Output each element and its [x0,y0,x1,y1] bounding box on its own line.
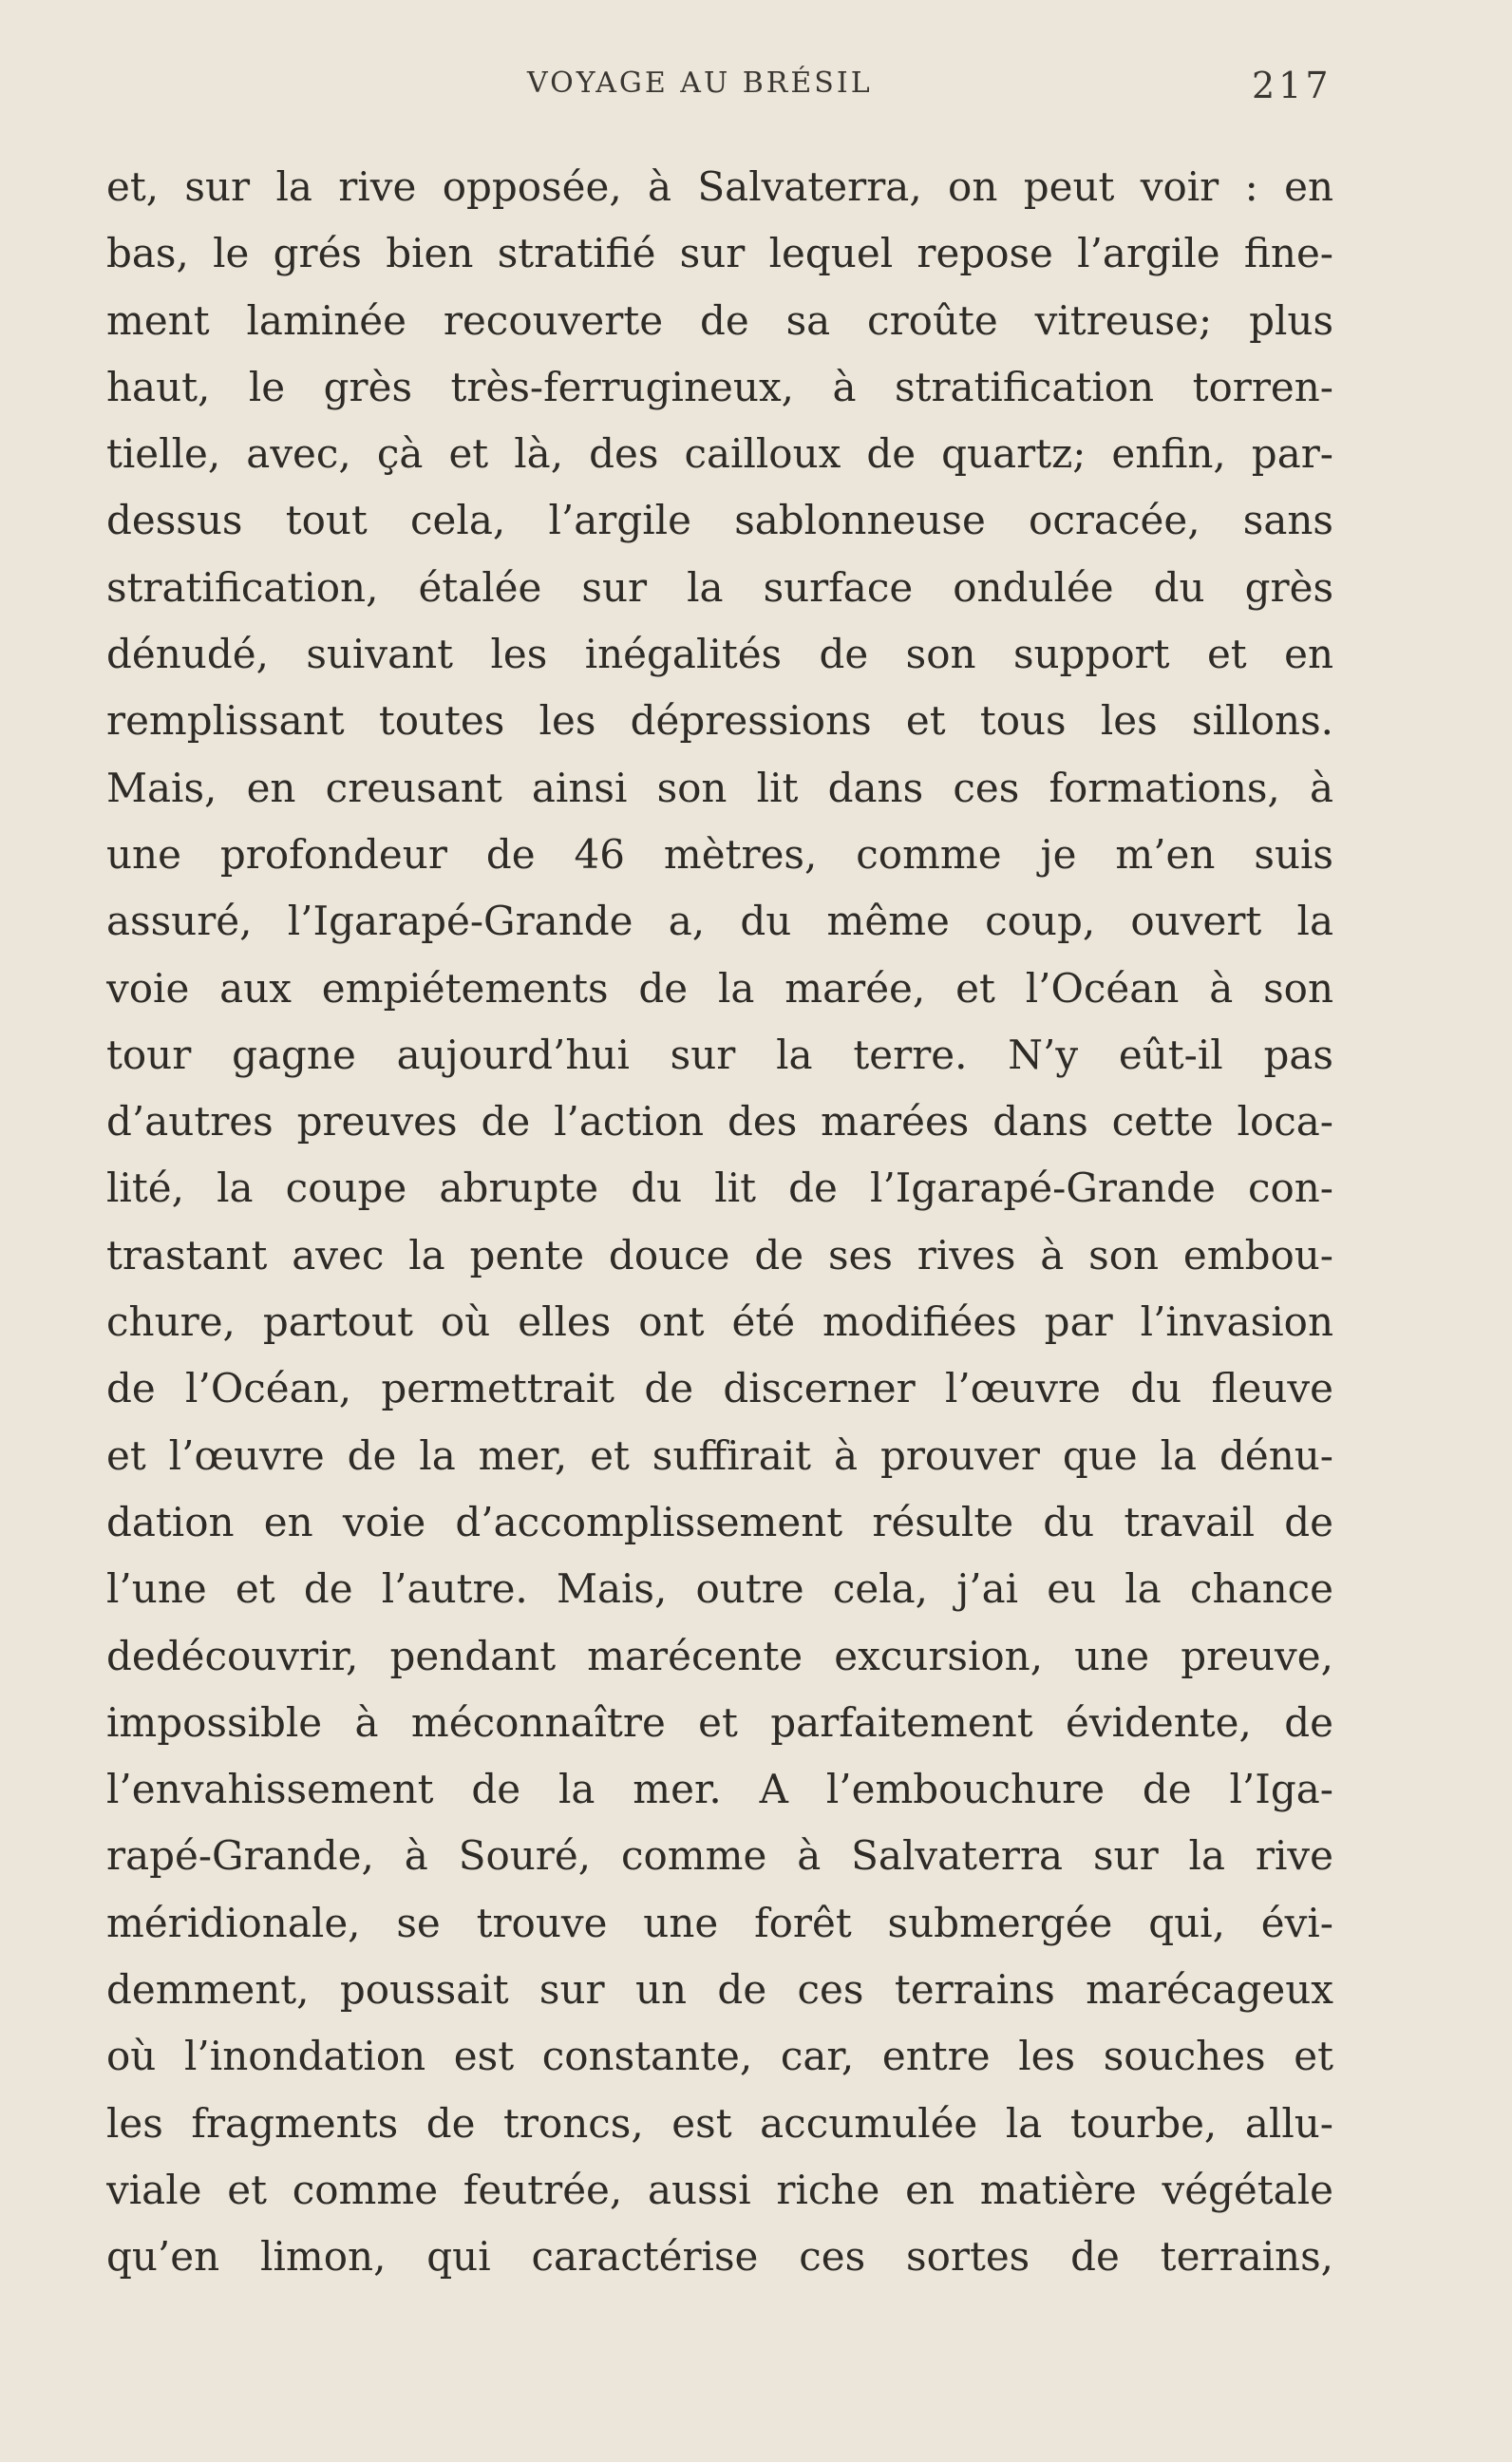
text-line: stratification, étalée sur la surface ondulée du grès [106,563,1333,611]
running-title: VOYAGE AU BRÉSIL [527,66,873,100]
text-line: viale et comme feutrée, aussi riche en matière végétale [106,2166,1333,2213]
text-line: tour gagne aujourd’hui sur la terre. N’y eût-il pas [106,1031,1333,1078]
text-line: et, sur la rive opposée, à Salvaterra, on peut voir : en [106,163,1333,210]
text-line: assuré, l’Igarapé-Grande a, du même coup, ouvert la [106,898,1333,945]
text-line: tielle, avec, çà et là, des cailloux de quartz; enfin, par- [106,430,1333,478]
text-line: chure, partout où elles ont été modifiées par l’invasion [106,1298,1333,1346]
text-line: dation en voie d’accomplissement résulte du travail de [106,1498,1333,1545]
text-line: dénudé, suivant les inégalités de son support et en [106,631,1333,678]
body-text [106,154,1333,2291]
text-line: haut, le grès très-ferrugineux, à stratification torren- [106,363,1333,410]
text-line: une profondeur de 46 mètres, comme je m’en suis [106,830,1333,878]
text-line: méridionale, se trouve une forêt submergée qui, évi- [106,1899,1333,1946]
text-line: ment laminée recouverte de sa croûte vitreuse; plus [106,296,1333,344]
text-line: remplissant toutes les dépressions et tous les sillons. [106,697,1333,745]
text-line: demment, poussait sur un de ces terrains marécageux [106,1966,1333,2014]
text-line: dessus tout cela, l’argile sablonneuse ocracée, sans [106,497,1333,544]
text-line: qu’en limon, qui caractérise ces sortes de terrains, [106,2233,1333,2281]
text-line: voie aux empiétements de la marée, et l’Océan à son [106,964,1333,1012]
text-line: impossible à méconnaître et parfaitement évidente, de [106,1698,1333,1746]
page-number: 217 [1252,65,1332,106]
text-line: et l’œuvre de la mer, et suffirait à prouver que la dénu- [106,1431,1333,1479]
text-line: dedécouvrir, pendant marécente excursion, une preuve, [106,1632,1333,1679]
text-line: Mais, en creusant ainsi son lit dans ces formations, à [106,764,1333,811]
text-line: l’envahissement de la mer. A l’embouchure de l’Iga- [106,1766,1333,1813]
text-line: rapé-Grande, à Souré, comme à Salvaterra sur la rive [106,1832,1333,1880]
text-line: d’autres preuves de l’action des marées dans cette loca- [106,1098,1333,1146]
text-line: où l’inondation est constante, car, entre les souches et [106,2033,1333,2080]
text-line: de l’Océan, permettrait de discerner l’œuvre du fleuve [106,1365,1333,1412]
text-line: les fragments de troncs, est accumulée la tourbe, allu- [106,2099,1333,2147]
text-line: l’une et de l’autre. Mais, outre cela, j’ai eu la chance [106,1565,1333,1613]
text-line: lité, la coupe abrupte du lit de l’Igarapé-Grande con- [106,1165,1333,1212]
text-line: trastant avec la pente douce de ses rives à son embou- [106,1231,1333,1278]
text-line: bas, le grés bien stratifié sur lequel repose l’argile fine- [106,230,1333,277]
